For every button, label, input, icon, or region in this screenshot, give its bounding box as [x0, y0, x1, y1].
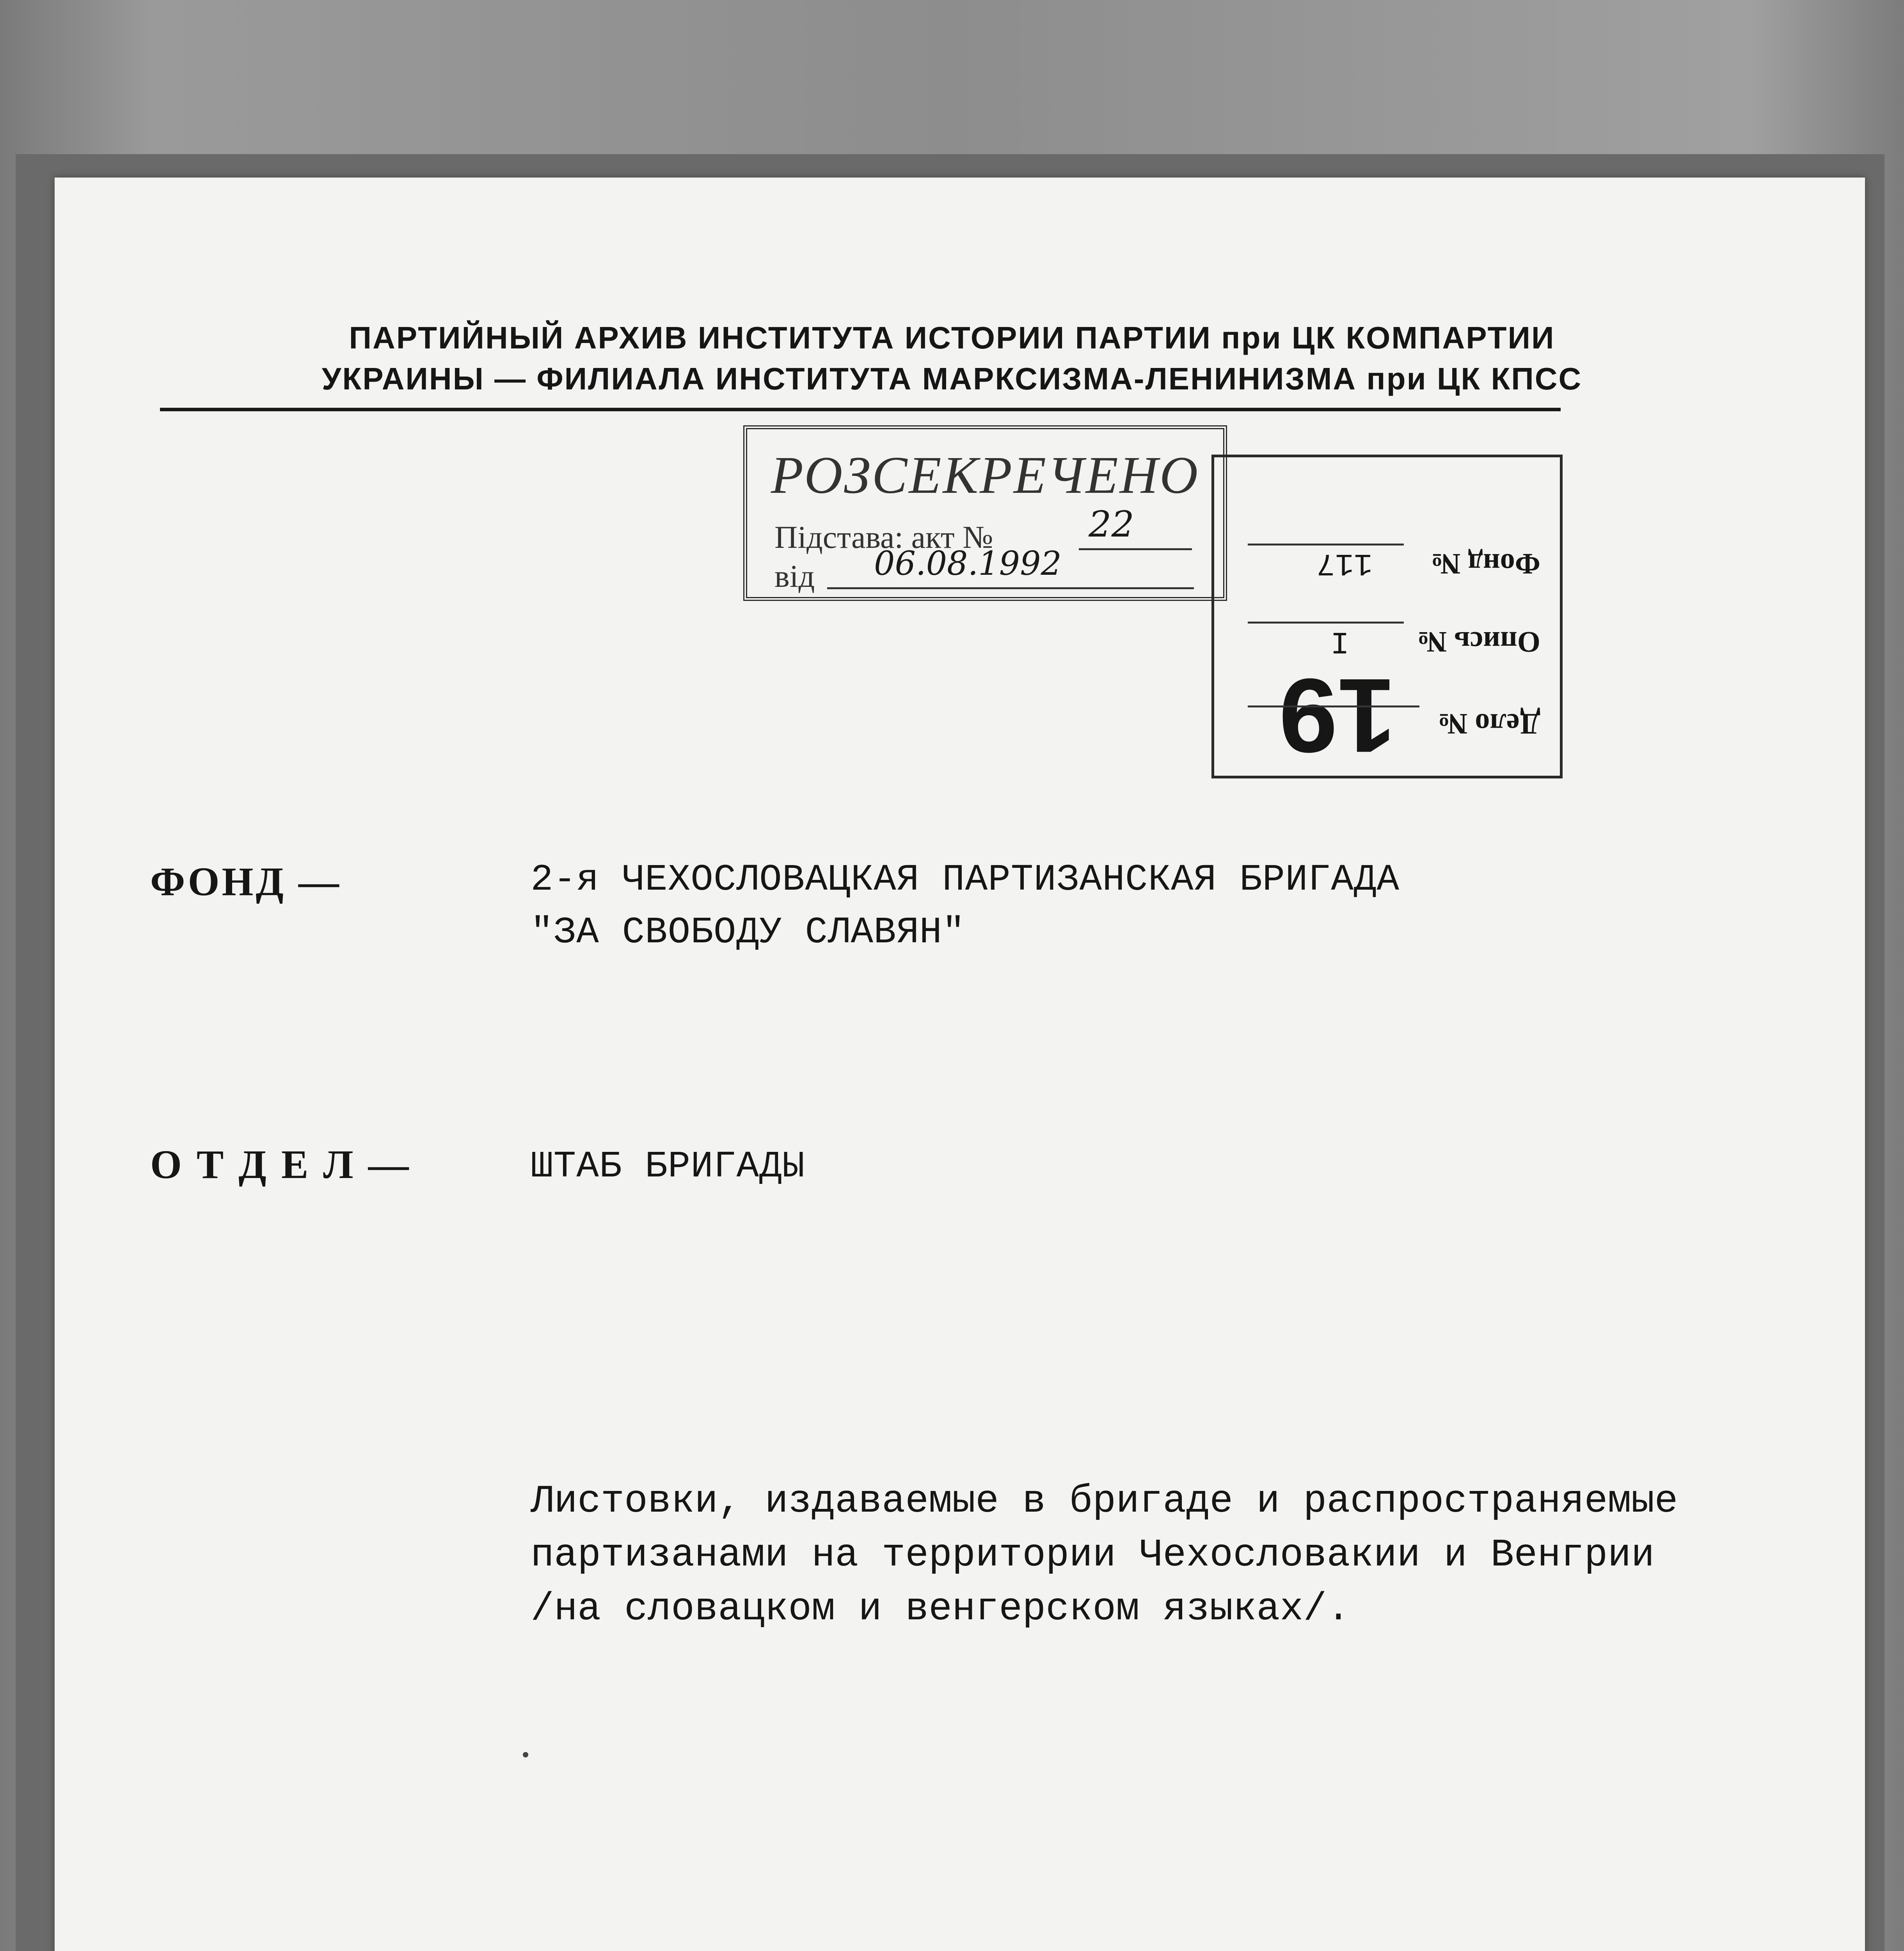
scan-speck: [523, 1752, 528, 1757]
stamp-date-value: 06.08.1992: [874, 544, 1062, 583]
description-line-3: /на словацком и венгерском языках/.: [531, 1587, 1350, 1631]
stamp-basis-label: Підстава: акт №: [774, 519, 993, 555]
rotated-opis-value: I: [1330, 623, 1349, 659]
rotated-fond-label: Фонд №: [1431, 547, 1540, 580]
rotated-delo-label: Дело №: [1438, 707, 1540, 740]
rotated-file-box: [1211, 455, 1563, 778]
fond-name-line-1: 2-я ЧЕХОСЛОВАЦКАЯ ПАРТИЗАНСКАЯ БРИГАДА: [531, 858, 1400, 901]
stamp-date-label: від: [774, 558, 815, 594]
rotated-delo-underline: [1248, 705, 1419, 707]
rotated-fond-value: 117: [1316, 545, 1373, 581]
fond-name-line-2: "ЗА СВОБОДУ СЛАВЯН": [531, 911, 965, 954]
archive-header-line-1: ПАРТИЙНЫЙ АРХИВ ИНСТИТУТА ИСТОРИИ ПАРТИИ при ЦК КОМПАРТИИ: [349, 320, 1555, 355]
description-line-2: партизанами на территории Чехословакии и Венгрии: [531, 1533, 1655, 1578]
stamp-act-number: 22: [1089, 503, 1135, 545]
stamp-title: РОЗСЕКРЕЧЕНО: [771, 446, 1200, 505]
otdel-label: О Т Д Е Л —: [150, 1142, 411, 1187]
rotated-fond-underline: [1248, 544, 1404, 545]
otdel-value: ШТАБ БРИГАДЫ: [531, 1145, 805, 1188]
header-divider: [160, 408, 1561, 411]
rotated-opis-underline: [1248, 622, 1404, 624]
stamp-act-underline: [1079, 548, 1192, 550]
stamp-date-underline: [827, 587, 1194, 589]
fond-label: ФОНД —: [150, 859, 341, 904]
file-description: [531, 1475, 1779, 1636]
rotated-delo-value: 19: [1279, 657, 1396, 774]
rotated-opis-label: Опись №: [1417, 625, 1540, 658]
description-line-1: Листовки, издаваемые в бригаде и распространяемые: [531, 1480, 1678, 1524]
archive-header-line-2: УКРАИНЫ — ФИЛИАЛА ИНСТИТУТА МАРКСИЗМА-ЛЕНИНИЗМА при ЦК КПСС: [321, 361, 1583, 396]
